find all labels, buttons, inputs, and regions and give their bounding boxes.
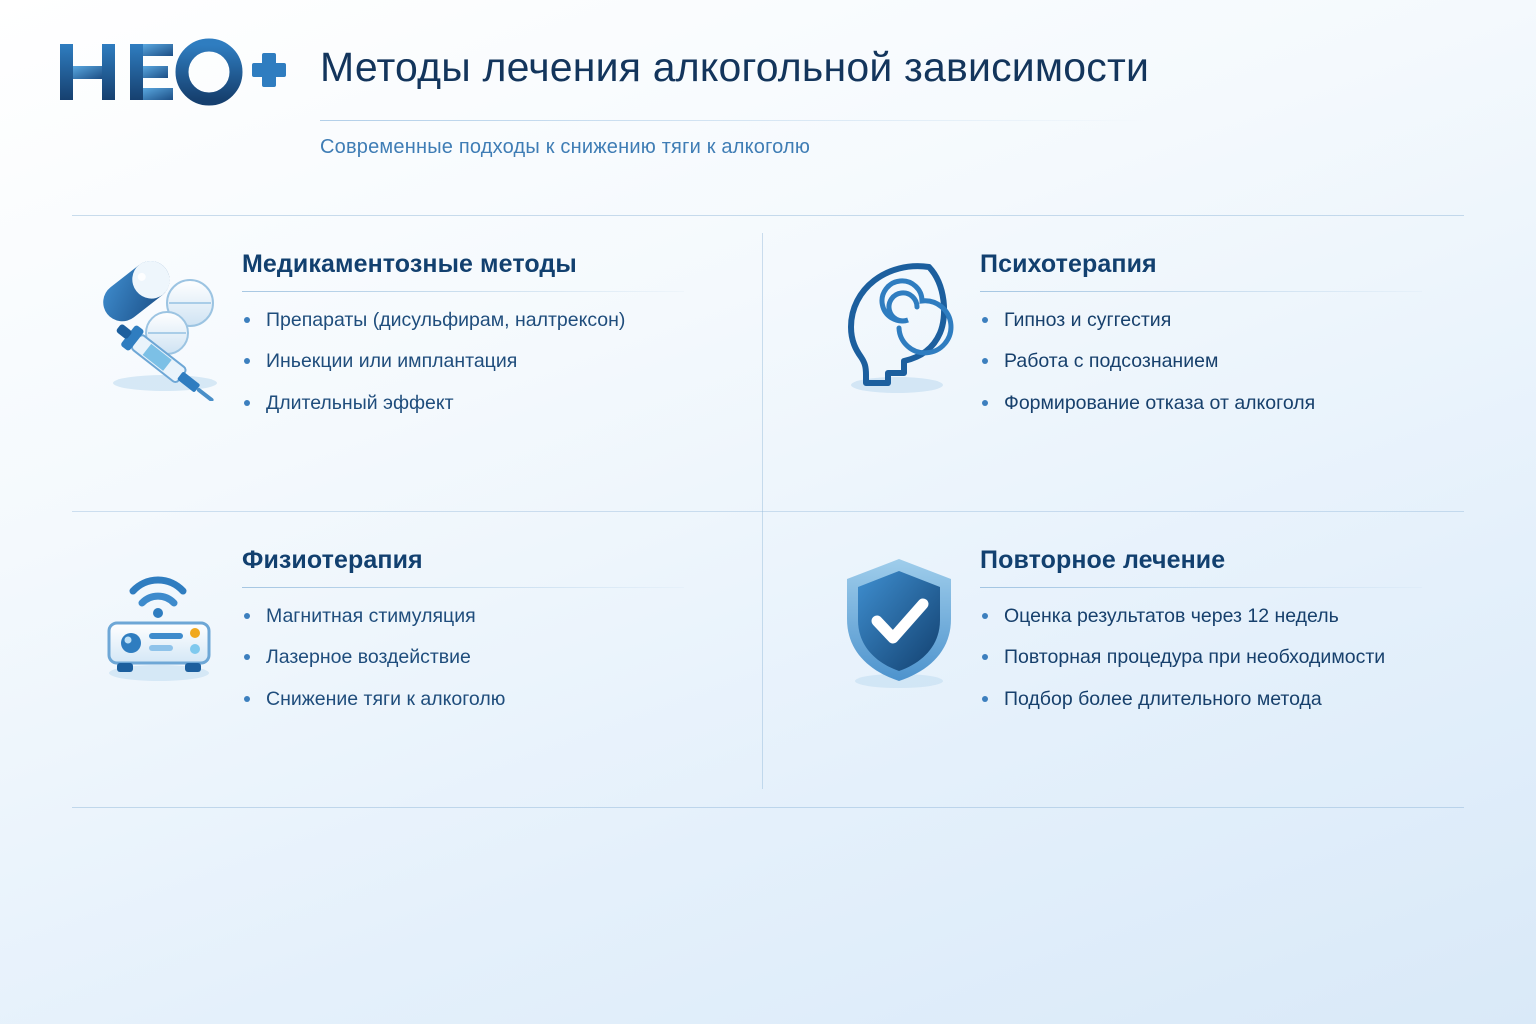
list-item: Лазерное воздействие — [242, 645, 742, 669]
list-item: Работа с подсознанием — [980, 349, 1480, 373]
card-bullets — [980, 604, 1480, 711]
card-bullets — [242, 308, 742, 415]
card-body — [242, 543, 742, 728]
grid-divider-top — [72, 215, 1464, 216]
methods-grid — [72, 215, 1464, 807]
list-item: Гипноз и суггестия — [980, 308, 1480, 332]
card-title-divider — [980, 587, 1422, 588]
card-body — [980, 247, 1480, 432]
card-repeat-treatment — [820, 517, 1480, 797]
card-title: Медикаментозные методы — [242, 250, 577, 278]
header — [0, 0, 1536, 196]
card-medication — [82, 221, 742, 501]
pills-and-syringe-icon — [82, 247, 242, 407]
physiotherapy-device-icon — [82, 543, 242, 703]
neo-plus-logo-icon — [56, 36, 288, 108]
list-item: Оценка результатов через 12 недель — [980, 604, 1480, 628]
card-physiotherapy — [82, 517, 742, 797]
page-title: Методы лечения алкогольной зависимости — [320, 44, 1150, 90]
list-item: Препараты (дисульфирам, налтрексон) — [242, 308, 742, 332]
card-title: Повторное лечение — [980, 546, 1226, 574]
card-title-divider — [242, 587, 684, 588]
page-subtitle: Современные подходы к снижению тяги к алкоголю — [320, 136, 811, 158]
grid-divider-middle — [72, 511, 1464, 512]
title-divider — [320, 120, 1150, 121]
card-title-divider — [980, 291, 1422, 292]
card-title: Физиотерапия — [242, 546, 423, 574]
list-item: Магнитная стимуляция — [242, 604, 742, 628]
shield-check-icon — [820, 543, 980, 703]
card-title: Психотерапия — [980, 250, 1157, 278]
card-bullets — [980, 308, 1480, 415]
card-body — [980, 543, 1480, 728]
card-psychotherapy — [820, 221, 1480, 501]
list-item: Формирование отказа от алкоголя — [980, 391, 1480, 415]
list-item: Длительный эффект — [242, 391, 742, 415]
head-spiral-hypnosis-icon — [820, 247, 980, 407]
card-title-divider — [242, 291, 684, 292]
list-item: Подбор более длительного метода — [980, 687, 1480, 711]
card-body — [242, 247, 742, 432]
card-bullets — [242, 604, 742, 711]
grid-divider-bottom — [72, 807, 1464, 808]
list-item: Снижение тяги к алкоголю — [242, 687, 742, 711]
list-item: Иньекции или имплантация — [242, 349, 742, 373]
list-item: Повторная процедура при необходимости — [980, 645, 1480, 669]
grid-divider-vertical — [762, 233, 763, 789]
